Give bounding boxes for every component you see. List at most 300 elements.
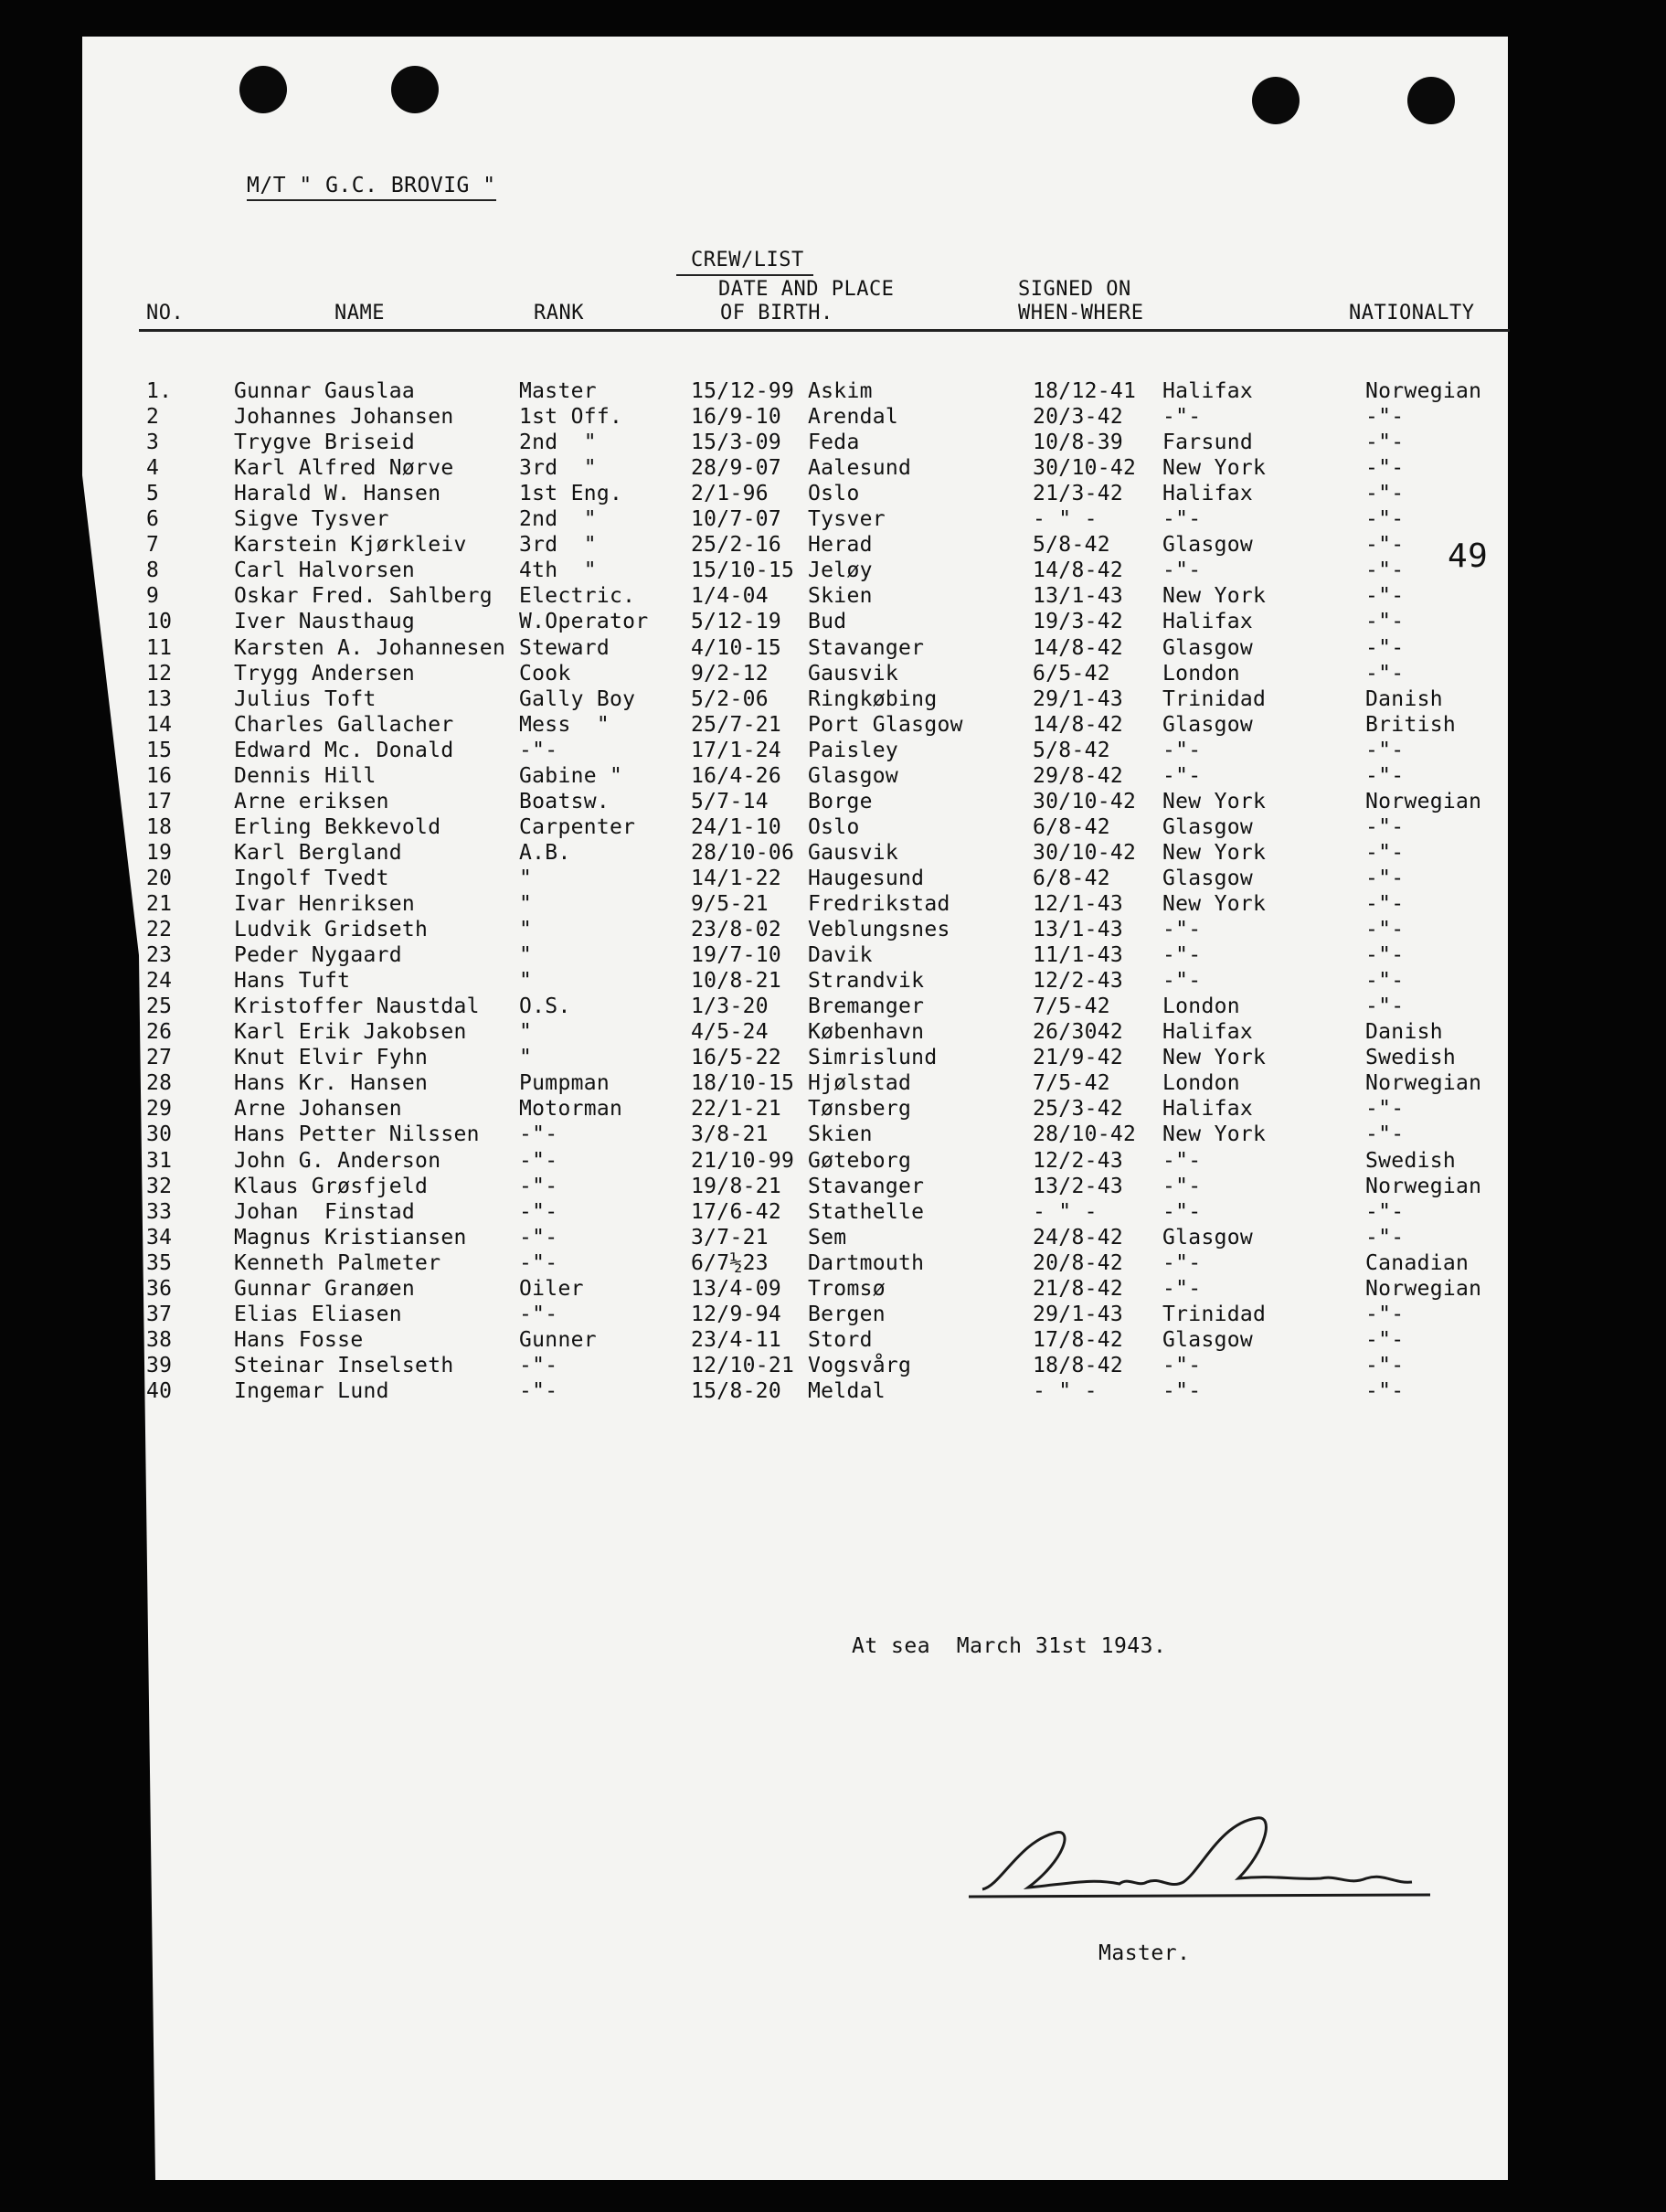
crew-signed-date: 7/5-42 xyxy=(1033,1071,1110,1096)
crew-signed-place: Halifax xyxy=(1162,610,1254,634)
crew-nationality: -"- xyxy=(1365,507,1405,532)
crew-nationality: -"- xyxy=(1365,763,1405,788)
crew-rank: " xyxy=(519,866,533,890)
crew-dob: 4/5-24 xyxy=(691,1020,769,1045)
crew-name: Knut Elvir Fyhn xyxy=(234,1046,429,1070)
crew-name: Kenneth Palmeter xyxy=(234,1250,441,1275)
crew-no: 27 xyxy=(146,1046,173,1070)
crew-no: 18 xyxy=(146,814,173,839)
crew-signed-date: 12/2-43 xyxy=(1033,969,1124,994)
crew-rank: Pumpman xyxy=(519,1071,610,1096)
crew-signed-place: -"- xyxy=(1162,943,1202,968)
crew-signed-place: -"- xyxy=(1162,1276,1202,1301)
crew-signed-date: 18/8-42 xyxy=(1033,1353,1124,1377)
table-row xyxy=(0,1303,1666,1328)
closing-place-date: At sea March 31st 1943. xyxy=(852,1634,1167,1658)
crew-no: 1. xyxy=(146,379,173,403)
crew-rank: Gabine " xyxy=(519,763,623,788)
crew-no: 14 xyxy=(146,712,173,737)
crew-pob: Arendal xyxy=(808,405,899,430)
crew-rank: Motorman xyxy=(519,1097,623,1122)
crew-name: Karsten A. Johannesen xyxy=(234,635,506,660)
crew-pob: Paisley xyxy=(808,738,899,762)
crew-pob: Feda xyxy=(808,431,860,455)
crew-pob: Hjølstad xyxy=(808,1071,912,1096)
crew-dob: 1/3-20 xyxy=(691,994,769,1019)
header-nationality: NATIONALTY xyxy=(1349,302,1475,324)
crew-name: Karstein Kjørkleiv xyxy=(234,533,467,558)
crew-signed-place: -"- xyxy=(1162,1378,1202,1403)
crew-signed-date: 21/9-42 xyxy=(1033,1046,1124,1070)
crew-nationality: -"- xyxy=(1365,943,1405,968)
crew-no: 38 xyxy=(146,1327,173,1352)
crew-signed-date: 21/8-42 xyxy=(1033,1276,1124,1301)
crew-no: 26 xyxy=(146,1020,173,1045)
crew-nationality: -"- xyxy=(1365,1122,1405,1147)
table-row xyxy=(0,533,1666,558)
table-row xyxy=(0,431,1666,456)
table-row xyxy=(0,456,1666,482)
crew-rank: -"- xyxy=(519,1199,558,1224)
crew-nationality: -"- xyxy=(1365,635,1405,660)
crew-name: Arne Johansen xyxy=(234,1097,402,1122)
crew-pob: Borge xyxy=(808,789,873,814)
crew-nationality: -"- xyxy=(1365,892,1405,916)
crew-nationality: -"- xyxy=(1365,1199,1405,1224)
crew-name: Magnus Kristiansen xyxy=(234,1225,467,1250)
crew-rank: Carpenter xyxy=(519,814,636,839)
crew-signed-date: 7/5-42 xyxy=(1033,994,1110,1019)
crew-signed-date: 30/10-42 xyxy=(1033,456,1137,481)
crew-dob: 23/4-11 xyxy=(691,1327,782,1352)
crew-no: 15 xyxy=(146,738,173,762)
header-rule xyxy=(139,329,1510,332)
crew-nationality: Swedish xyxy=(1365,1046,1457,1070)
ship-title: M/T " G.C. BROVIG " xyxy=(247,174,496,201)
header-signed-line2: WHEN-WHERE xyxy=(1018,302,1144,324)
crew-pob: Simrislund xyxy=(808,1046,938,1070)
crew-name: Klaus Grøsfjeld xyxy=(234,1174,429,1198)
crew-nationality: -"- xyxy=(1365,1353,1405,1377)
crew-pob: Herad xyxy=(808,533,873,558)
crew-signed-date: 5/8-42 xyxy=(1033,738,1110,762)
crew-signed-place: Glasgow xyxy=(1162,712,1254,737)
table-row xyxy=(0,636,1666,662)
crew-signed-date: 20/8-42 xyxy=(1033,1250,1124,1275)
crew-no: 32 xyxy=(146,1174,173,1198)
crew-rank: O.S. xyxy=(519,994,571,1019)
crew-dob: 15/3-09 xyxy=(691,431,782,455)
table-row xyxy=(0,1379,1666,1405)
crew-dob: 25/7-21 xyxy=(691,712,782,737)
crew-nationality: -"- xyxy=(1365,405,1405,430)
crew-pob: Port Glasgow xyxy=(808,712,963,737)
crew-dob: 25/2-16 xyxy=(691,533,782,558)
crew-signed-date: 20/3-42 xyxy=(1033,405,1124,430)
crew-pob: Gausvik xyxy=(808,661,899,686)
crew-nationality: Danish xyxy=(1365,686,1443,711)
crew-no: 4 xyxy=(146,456,160,481)
table-row xyxy=(0,790,1666,815)
crew-signed-date: 13/1-43 xyxy=(1033,584,1124,609)
crew-name: Carl Halvorsen xyxy=(234,558,416,583)
crew-pob: Skien xyxy=(808,584,873,609)
crew-signed-place: New York xyxy=(1162,1046,1267,1070)
crew-nationality: -"- xyxy=(1365,431,1405,455)
crew-dob: 16/4-26 xyxy=(691,763,782,788)
crew-pob: Haugesund xyxy=(808,866,925,890)
crew-signed-place: Halifax xyxy=(1162,482,1254,506)
table-row xyxy=(0,1071,1666,1097)
crew-name: Karl Alfred Nørve xyxy=(234,456,454,481)
crew-signed-date: - " - xyxy=(1033,1378,1098,1403)
crew-nationality: -"- xyxy=(1365,994,1405,1019)
crew-nationality: Danish xyxy=(1365,1020,1443,1045)
crew-pob: Aalesund xyxy=(808,456,912,481)
crew-pob: Askim xyxy=(808,379,873,403)
crew-signed-place: New York xyxy=(1162,584,1267,609)
crew-no: 9 xyxy=(146,584,160,609)
crew-signed-place: New York xyxy=(1162,789,1267,814)
table-row xyxy=(0,584,1666,610)
crew-rank: -"- xyxy=(519,1174,558,1198)
crew-pob: Oslo xyxy=(808,814,860,839)
crew-rank: 3rd " xyxy=(519,456,597,481)
crew-no: 25 xyxy=(146,994,173,1019)
crew-no: 21 xyxy=(146,892,173,916)
crew-rank: Mess " xyxy=(519,712,610,737)
crew-no: 12 xyxy=(146,661,173,686)
crew-rank: Gunner xyxy=(519,1327,597,1352)
table-row xyxy=(0,1328,1666,1354)
table-row xyxy=(0,662,1666,687)
crew-dob: 9/2-12 xyxy=(691,661,769,686)
crew-signed-place: -"- xyxy=(1162,763,1202,788)
crew-name: Dennis Hill xyxy=(234,763,377,788)
crew-pob: Stathelle xyxy=(808,1199,925,1224)
header-signed-line1: SIGNED ON xyxy=(1018,278,1131,301)
table-row xyxy=(0,841,1666,867)
crew-signed-place: -"- xyxy=(1162,1199,1202,1224)
crew-dob: 17/1-24 xyxy=(691,738,782,762)
crew-nationality: -"- xyxy=(1365,918,1405,942)
table-row xyxy=(0,1200,1666,1226)
crew-dob: 6/7½23 xyxy=(691,1250,769,1275)
header-rank: RANK xyxy=(534,302,584,324)
crew-dob: 15/12-99 xyxy=(691,379,795,403)
crew-dob: 1/4-04 xyxy=(691,584,769,609)
crew-signed-place: -"- xyxy=(1162,1250,1202,1275)
crew-nationality: -"- xyxy=(1365,1378,1405,1403)
table-row xyxy=(0,764,1666,790)
crew-dob: 3/7-21 xyxy=(691,1225,769,1250)
crew-signed-date: 6/8-42 xyxy=(1033,866,1110,890)
crew-signed-place: Glasgow xyxy=(1162,1327,1254,1352)
crew-nationality: Norwegian xyxy=(1365,379,1482,403)
crew-signed-date: 26/3042 xyxy=(1033,1020,1124,1045)
table-row xyxy=(0,739,1666,764)
crew-no: 40 xyxy=(146,1378,173,1403)
crew-rank: 1st Off. xyxy=(519,405,623,430)
crew-pob: Gøteborg xyxy=(808,1148,912,1173)
crew-nationality: Norwegian xyxy=(1365,1276,1482,1301)
punch-hole xyxy=(239,66,287,113)
crew-dob: 13/4-09 xyxy=(691,1276,782,1301)
crew-signed-place: -"- xyxy=(1162,1353,1202,1377)
crew-dob: 12/9-94 xyxy=(691,1302,782,1326)
crew-signed-place: -"- xyxy=(1162,405,1202,430)
crew-signed-place: New York xyxy=(1162,840,1267,865)
crew-dob: 28/10-06 xyxy=(691,840,795,865)
crew-nationality: -"- xyxy=(1365,840,1405,865)
table-row xyxy=(0,918,1666,943)
crew-name: Karl Bergland xyxy=(234,840,402,865)
crew-no: 13 xyxy=(146,686,173,711)
crew-dob: 14/1-22 xyxy=(691,866,782,890)
crew-dob: 4/10-15 xyxy=(691,635,782,660)
crew-dob: 18/10-15 xyxy=(691,1071,795,1096)
table-row xyxy=(0,943,1666,969)
table-row xyxy=(0,1020,1666,1046)
crew-signed-date: 12/2-43 xyxy=(1033,1148,1124,1173)
crew-signed-date: 5/8-42 xyxy=(1033,533,1110,558)
crew-nationality: Norwegian xyxy=(1365,1174,1482,1198)
crew-rank: -"- xyxy=(519,738,558,762)
crew-dob: 19/8-21 xyxy=(691,1174,782,1198)
crew-signed-place: Trinidad xyxy=(1162,686,1267,711)
table-row xyxy=(0,1251,1666,1277)
crew-signed-date: - " - xyxy=(1033,1199,1098,1224)
crew-name: Trygg Andersen xyxy=(234,661,416,686)
crew-name: Kristoffer Naustdal xyxy=(234,994,480,1019)
crew-name: Hans Fosse xyxy=(234,1327,364,1352)
crew-pob: Ringkøbing xyxy=(808,686,938,711)
crew-no: 34 xyxy=(146,1225,173,1250)
crew-signed-place: New York xyxy=(1162,456,1267,481)
crew-pob: Veblungsnes xyxy=(808,918,950,942)
table-row xyxy=(0,867,1666,892)
crew-dob: 28/9-07 xyxy=(691,456,782,481)
crew-signed-place: -"- xyxy=(1162,738,1202,762)
crew-name: Julius Toft xyxy=(234,686,377,711)
crew-no: 23 xyxy=(146,943,173,968)
header-birth-line2: OF BIRTH. xyxy=(720,302,833,324)
crew-rank: -"- xyxy=(519,1353,558,1377)
crew-signed-place: -"- xyxy=(1162,1148,1202,1173)
crew-rank: " xyxy=(519,1020,533,1045)
table-row xyxy=(0,1046,1666,1071)
crew-name: Harald W. Hansen xyxy=(234,482,441,506)
crew-dob: 9/5-21 xyxy=(691,892,769,916)
crew-pob: Vogsvårg xyxy=(808,1353,912,1377)
table-row xyxy=(0,405,1666,431)
crew-signed-date: 18/12-41 xyxy=(1033,379,1137,403)
crew-signed-place: Glasgow xyxy=(1162,866,1254,890)
crew-pob: Stavanger xyxy=(808,1174,925,1198)
crew-rank: 2nd " xyxy=(519,507,597,532)
crew-pob: Tønsberg xyxy=(808,1097,912,1122)
crew-pob: Sem xyxy=(808,1225,847,1250)
crew-signed-date: 10/8-39 xyxy=(1033,431,1124,455)
crew-rank: " xyxy=(519,943,533,968)
crew-dob: 5/7-14 xyxy=(691,789,769,814)
crew-signed-place: Glasgow xyxy=(1162,814,1254,839)
crew-signed-place: -"- xyxy=(1162,969,1202,994)
crew-name: Ingolf Tvedt xyxy=(234,866,389,890)
crew-rank: Oiler xyxy=(519,1276,584,1301)
crew-signed-place: Glasgow xyxy=(1162,1225,1254,1250)
crew-name: Karl Erik Jakobsen xyxy=(234,1020,467,1045)
crew-rank: -"- xyxy=(519,1225,558,1250)
crew-rank: Boatsw. xyxy=(519,789,610,814)
crew-nationality: -"- xyxy=(1365,969,1405,994)
punch-hole xyxy=(391,66,439,113)
crew-dob: 5/2-06 xyxy=(691,686,769,711)
table-row xyxy=(0,1097,1666,1122)
crew-no: 24 xyxy=(146,969,173,994)
table-row xyxy=(0,687,1666,713)
crew-name: John G. Anderson xyxy=(234,1148,441,1173)
crew-no: 10 xyxy=(146,610,173,634)
table-row xyxy=(0,1149,1666,1175)
crew-signed-place: -"- xyxy=(1162,507,1202,532)
crew-pob: Tromsø xyxy=(808,1276,886,1301)
crew-pob: Bergen xyxy=(808,1302,886,1326)
crew-no: 16 xyxy=(146,763,173,788)
crew-signed-date: 6/5-42 xyxy=(1033,661,1110,686)
table-row xyxy=(0,713,1666,739)
crew-no: 11 xyxy=(146,635,173,660)
crew-signed-date: 28/10-42 xyxy=(1033,1122,1137,1147)
crew-dob: 17/6-42 xyxy=(691,1199,782,1224)
crew-signed-place: London xyxy=(1162,994,1240,1019)
crew-nationality: -"- xyxy=(1365,738,1405,762)
crew-name: Oskar Fred. Sahlberg xyxy=(234,584,493,609)
table-row xyxy=(0,507,1666,533)
header-no: NO. xyxy=(146,302,185,324)
crew-rank: Master xyxy=(519,379,597,403)
crew-no: 6 xyxy=(146,507,160,532)
crew-signed-date: - " - xyxy=(1033,507,1098,532)
crew-signed-place: Trinidad xyxy=(1162,1302,1267,1326)
crew-pob: Bremanger xyxy=(808,994,925,1019)
header-name: NAME xyxy=(334,302,385,324)
crew-dob: 2/1-96 xyxy=(691,482,769,506)
crew-signed-date: 30/10-42 xyxy=(1033,840,1137,865)
crew-pob: Glasgow xyxy=(808,763,899,788)
crew-no: 37 xyxy=(146,1302,173,1326)
crew-signed-date: 29/1-43 xyxy=(1033,1302,1124,1326)
table-row xyxy=(0,815,1666,841)
crew-nationality: -"- xyxy=(1365,558,1405,583)
crew-pob: Skien xyxy=(808,1122,873,1147)
crew-signed-place: New York xyxy=(1162,1122,1267,1147)
crew-name: Arne eriksen xyxy=(234,789,389,814)
crew-name: Iver Nausthaug xyxy=(234,610,416,634)
crew-dob: 15/8-20 xyxy=(691,1378,782,1403)
crew-rank: -"- xyxy=(519,1302,558,1326)
crew-no: 35 xyxy=(146,1250,173,1275)
crew-name: Gunnar Gauslaa xyxy=(234,379,416,403)
crew-name: Steinar Inselseth xyxy=(234,1353,454,1377)
crew-list-label: CREW/LIST xyxy=(691,249,804,271)
crew-nationality: -"- xyxy=(1365,456,1405,481)
crew-signed-place: Halifax xyxy=(1162,1020,1254,1045)
crew-no: 7 xyxy=(146,533,160,558)
crew-signed-date: 19/3-42 xyxy=(1033,610,1124,634)
crew-nationality: -"- xyxy=(1365,661,1405,686)
crew-name: Hans Tuft xyxy=(234,969,351,994)
crew-signed-date: 6/8-42 xyxy=(1033,814,1110,839)
table-row xyxy=(0,610,1666,635)
crew-pob: Jeløy xyxy=(808,558,873,583)
crew-nationality: -"- xyxy=(1365,533,1405,558)
crew-name: Johannes Johansen xyxy=(234,405,454,430)
crew-name: Charles Gallacher xyxy=(234,712,454,737)
crew-no: 20 xyxy=(146,866,173,890)
crew-name: Ludvik Gridseth xyxy=(234,918,429,942)
header-birth-line1: DATE AND PLACE xyxy=(718,278,895,301)
crew-name: Hans Petter Nilssen xyxy=(234,1122,480,1147)
crew-signed-date: 29/1-43 xyxy=(1033,686,1124,711)
crew-name: Ingemar Lund xyxy=(234,1378,389,1403)
crew-rank: Steward xyxy=(519,635,610,660)
table-row xyxy=(0,994,1666,1020)
crew-dob: 24/1-10 xyxy=(691,814,782,839)
crew-pob: Meldal xyxy=(808,1378,886,1403)
crew-name: Sigve Tysver xyxy=(234,507,389,532)
crew-signed-date: 12/1-43 xyxy=(1033,892,1124,916)
crew-dob: 23/8-02 xyxy=(691,918,782,942)
crew-signed-place: Halifax xyxy=(1162,379,1254,403)
crew-rank: 3rd " xyxy=(519,533,597,558)
crew-no: 17 xyxy=(146,789,173,814)
crew-nationality: Norwegian xyxy=(1365,789,1482,814)
crew-dob: 16/9-10 xyxy=(691,405,782,430)
crew-rank: -"- xyxy=(519,1378,558,1403)
crew-rank: W.Operator xyxy=(519,610,649,634)
signature xyxy=(964,1805,1439,1915)
crew-no: 2 xyxy=(146,405,160,430)
crew-signed-date: 14/8-42 xyxy=(1033,558,1124,583)
crew-rank: 2nd " xyxy=(519,431,597,455)
crew-nationality: -"- xyxy=(1365,866,1405,890)
crew-dob: 15/10-15 xyxy=(691,558,795,583)
crew-rank: " xyxy=(519,969,533,994)
table-row xyxy=(0,1277,1666,1303)
crew-dob: 5/12-19 xyxy=(691,610,782,634)
crew-dob: 3/8-21 xyxy=(691,1122,769,1147)
crew-rank: Cook xyxy=(519,661,571,686)
crew-no: 31 xyxy=(146,1148,173,1173)
table-row xyxy=(0,1226,1666,1251)
crew-list-underline xyxy=(676,274,813,276)
crew-signed-place: Glasgow xyxy=(1162,635,1254,660)
crew-name: Trygve Briseid xyxy=(234,431,416,455)
crew-signed-place: New York xyxy=(1162,892,1267,916)
crew-signed-date: 25/3-42 xyxy=(1033,1097,1124,1122)
crew-no: 19 xyxy=(146,840,173,865)
crew-name: Elias Eliasen xyxy=(234,1302,402,1326)
crew-nationality: -"- xyxy=(1365,1097,1405,1122)
crew-signed-place: Glasgow xyxy=(1162,533,1254,558)
crew-nationality: -"- xyxy=(1365,482,1405,506)
crew-rank: -"- xyxy=(519,1148,558,1173)
crew-signed-place: Farsund xyxy=(1162,431,1254,455)
table-row xyxy=(0,558,1666,584)
crew-pob: København xyxy=(808,1020,925,1045)
crew-name: Peder Nygaard xyxy=(234,943,402,968)
